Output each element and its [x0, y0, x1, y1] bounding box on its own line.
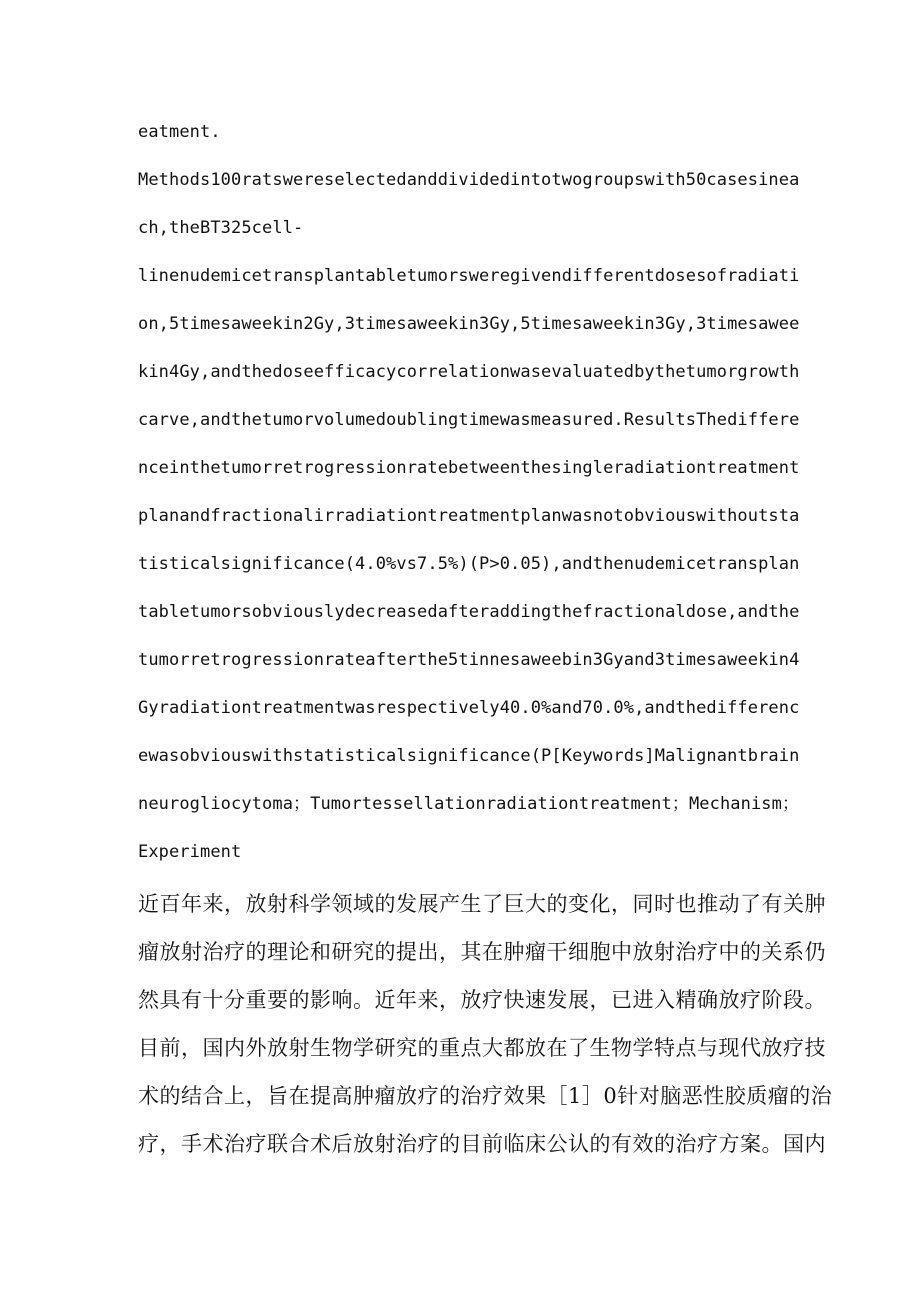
body-paragraph-line: 然具有十分重要的影响。近年来，放疗快速发展，已进入精确放疗阶段。	[138, 988, 826, 1012]
abstract-line: neurogliocytoma；Tumortessellationradiationtreatment；Mechanism；	[138, 794, 800, 814]
abstract-line: linenudemicetransplantabletumorsweregivendifferentdosesofradiati	[138, 266, 800, 286]
body-paragraph-line: 目前，国内外放射生物学研究的重点大都放在了生物学特点与现代放疗技	[138, 1036, 826, 1060]
abstract-line: eatment.	[138, 122, 221, 142]
body-paragraph-line: 疗，手术治疗联合术后放射治疗的目前临床公认的有效的治疗方案。国内	[138, 1132, 826, 1156]
abstract-line: ewasobviouswithstatisticalsignificance(P[Keywords]Malignantbrain	[138, 746, 800, 766]
abstract-line: tabletumorsobviouslydecreasedafteraddingthefractionaldose,andthe	[138, 602, 800, 622]
abstract-line: on,5timesaweekin2Gy,3timesaweekin3Gy,5timesaweekin3Gy,3timesawee	[138, 314, 800, 334]
abstract-line: Experiment	[138, 842, 242, 862]
abstract-line: ch,theBT325cell-	[138, 218, 304, 238]
abstract-line: Gyradiationtreatmentwasrespectively40.0%and70.0%,andthedifferenc	[138, 698, 800, 718]
abstract-line: planandfractionalirradiationtreatmentplanwasnotobviouswithoutsta	[138, 506, 800, 526]
abstract-line: tisticalsignificance(4.0%vs7.5%)(P>0.05),andthenudemicetransplan	[138, 554, 800, 574]
abstract-line: carve,andthetumorvolumedoublingtimewasmeasured.ResultsThediffere	[138, 410, 800, 430]
abstract-line: tumorretrogressionrateafterthe5tinnesaweebin3Gyand3timesaweekin4	[138, 650, 800, 670]
abstract-line: kin4Gy,andthedoseefficacycorrelationwasevaluatedbythetumorgrowth	[138, 362, 800, 382]
abstract-line: nceinthetumorretrogressionratebetweenthesingleradiationtreatment	[138, 458, 800, 478]
body-paragraph-line: 瘤放射治疗的理论和研究的提出，其在肿瘤干细胞中放射治疗中的关系仍	[138, 940, 826, 964]
abstract-line: Methods100ratswereselectedanddividedintotwogroupswith50casesinea	[138, 170, 800, 190]
body-paragraph-line: 术的结合上，旨在提高肿瘤放疗的治疗效果［1］0针对脑恶性胶质瘤的治	[138, 1084, 833, 1108]
body-paragraph-line: 近百年来，放射科学领域的发展产生了巨大的变化，同时也推动了有关肿	[138, 892, 826, 916]
